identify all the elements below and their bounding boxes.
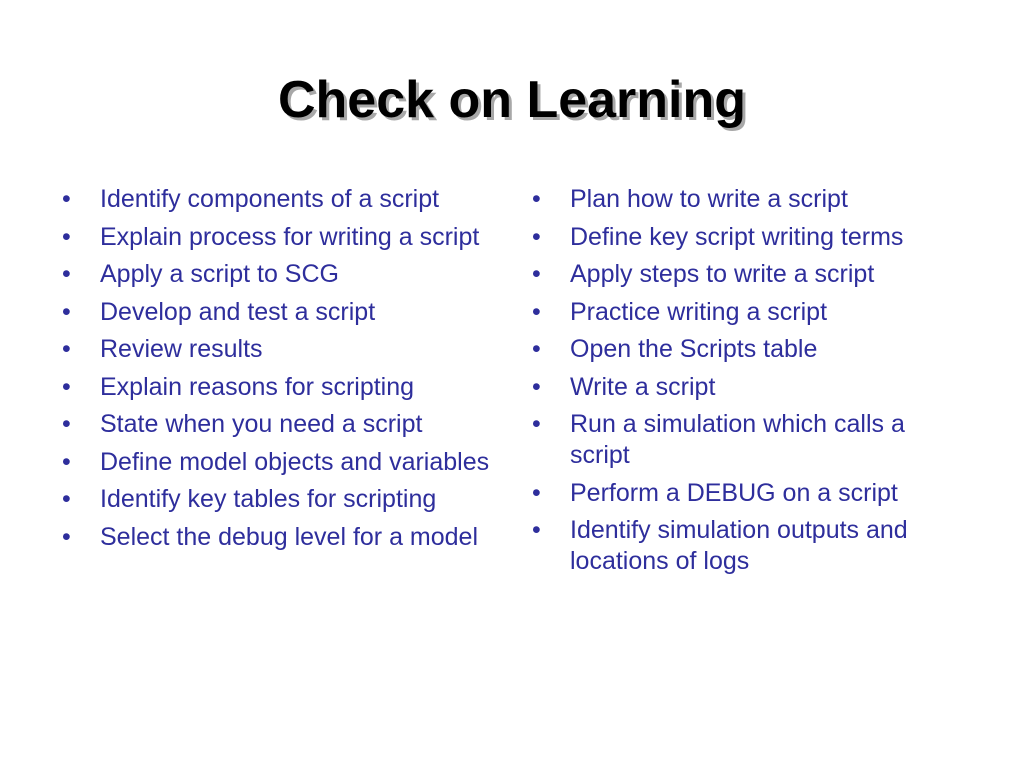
bullet-item bbox=[58, 334, 498, 365]
bullet-icon: • bbox=[62, 485, 71, 513]
bullet-icon: • bbox=[62, 410, 71, 438]
bullet-item bbox=[58, 372, 498, 403]
bullet-text: Review results bbox=[100, 335, 263, 363]
bullet-item bbox=[58, 484, 498, 515]
bullet-item bbox=[528, 222, 968, 253]
bullet-text: Open the Scripts table bbox=[570, 335, 818, 363]
bullet-item bbox=[58, 447, 498, 478]
bullet-item bbox=[528, 478, 968, 509]
bullet-icon: • bbox=[532, 478, 541, 507]
bullet-item bbox=[58, 297, 498, 328]
bullet-icon: • bbox=[532, 335, 541, 363]
bullet-icon: • bbox=[62, 222, 71, 251]
bullet-icon: • bbox=[532, 185, 541, 213]
bullet-text: Explain reasons for scripting bbox=[100, 372, 415, 401]
bullet-icon: • bbox=[62, 335, 71, 363]
bullet-text: Explain process for writing a script bbox=[100, 222, 480, 251]
bullet-item bbox=[58, 259, 498, 290]
bullet-item bbox=[58, 222, 498, 253]
bullet-text: Apply a script to SCG bbox=[100, 260, 339, 288]
bullet-text: Apply steps to write a script bbox=[570, 260, 875, 288]
bullet-text: Plan how to write a script bbox=[570, 185, 848, 213]
bullet-text: Practice writing a script bbox=[570, 297, 828, 326]
bullet-icon: • bbox=[532, 260, 541, 288]
bullet-item bbox=[528, 297, 968, 328]
right-bullet-list bbox=[528, 184, 968, 584]
bullet-item bbox=[58, 409, 498, 440]
bullet-item bbox=[528, 372, 968, 403]
bullet-text: Write a script bbox=[570, 372, 716, 401]
bullet-text: Define key script writing terms bbox=[570, 222, 904, 251]
bullet-icon: • bbox=[62, 522, 71, 551]
bullet-item bbox=[528, 515, 968, 577]
bullet-item bbox=[58, 522, 498, 553]
bullet-icon: • bbox=[62, 297, 71, 326]
bullet-icon: • bbox=[62, 372, 71, 401]
bullet-item bbox=[58, 184, 498, 215]
bullet-icon: • bbox=[62, 260, 71, 288]
left-bullet-list bbox=[58, 184, 498, 559]
bullet-icon: • bbox=[532, 410, 541, 438]
bullet-icon: • bbox=[62, 447, 71, 476]
bullet-item bbox=[528, 334, 968, 365]
bullet-text: Develop and test a script bbox=[100, 297, 376, 326]
slide-title: Check on Learning bbox=[277, 71, 747, 129]
bullet-item bbox=[528, 259, 968, 290]
bullet-text: State when you need a script bbox=[100, 410, 423, 438]
bullet-text: Run a simulation which calls a script bbox=[570, 410, 905, 469]
bullet-text: Identify key tables for scripting bbox=[100, 485, 437, 513]
bullet-text: Perform a DEBUG on a script bbox=[570, 478, 898, 507]
bullet-item bbox=[528, 409, 968, 471]
bullet-icon: • bbox=[532, 297, 541, 326]
bullet-text: Define model objects and variables bbox=[100, 447, 490, 476]
bullet-icon: • bbox=[532, 222, 541, 251]
bullet-icon: • bbox=[62, 185, 71, 213]
bullet-item bbox=[528, 184, 968, 215]
bullet-text: Identify simulation outputs and locations of logs bbox=[570, 516, 908, 575]
bullet-text: Identify components of a script bbox=[100, 185, 440, 213]
bullet-icon: • bbox=[532, 372, 541, 401]
bullet-text: Select the debug level for a model bbox=[100, 522, 479, 551]
bullet-icon: • bbox=[532, 516, 541, 544]
